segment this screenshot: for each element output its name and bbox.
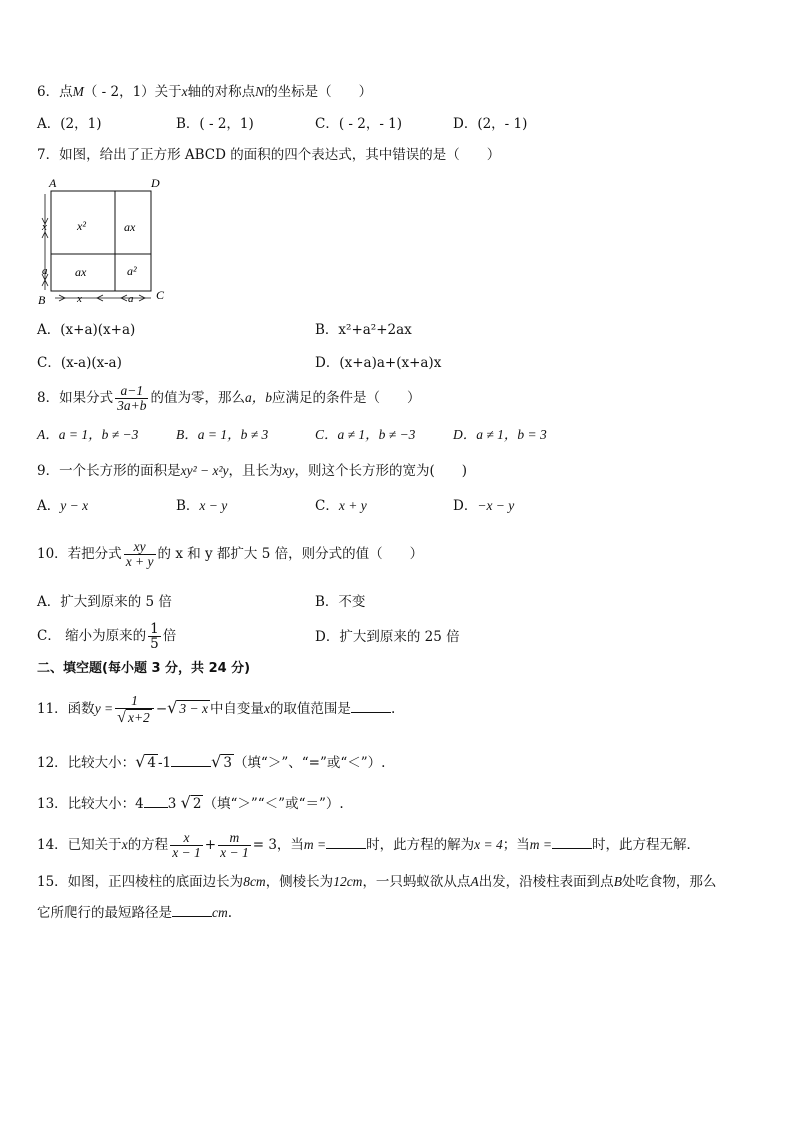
q6-option-b[interactable]: B．( - 2，1): [176, 116, 254, 132]
q11-answer-blank[interactable]: [351, 712, 391, 713]
fig-bottom-a: a: [128, 293, 134, 305]
q8-option-a[interactable]: A．a = 1，b ≠ −3: [37, 427, 139, 442]
q13-text-a: 13．比较大小：4: [37, 796, 144, 812]
q8-text-c: 应满足的条件是（ ）: [271, 390, 421, 406]
q14-text-d: 时，此方程的解为: [366, 837, 475, 853]
q14-f1-den: x − 1: [172, 845, 201, 860]
q9-option-d-label: D．: [453, 498, 478, 514]
q11-denominator: √ x+2: [117, 708, 150, 726]
fig-ax-bottom: ax: [75, 265, 87, 279]
q7-option-a[interactable]: A．(x+a)(x+a): [37, 322, 136, 338]
q12-answer-blank[interactable]: [171, 766, 211, 767]
question-15-line-2: [37, 903, 232, 923]
square-abcd-figure: [35, 174, 175, 306]
q13-text-b: （填“＞”“＜”或“＝”）.: [203, 796, 344, 812]
fig-label-a: A: [49, 176, 57, 190]
q14-f1-num: x: [170, 831, 203, 846]
section-2-heading: 二、填空题(每小题 3 分，共 24 分): [37, 661, 251, 676]
q10-numerator: xy: [124, 540, 156, 555]
q14-solution: x = 4: [474, 837, 503, 852]
q14-f2-den: x − 1: [220, 845, 249, 860]
fig-x-squared: x²: [77, 219, 86, 233]
question-14: [37, 828, 700, 862]
q10-option-b[interactable]: B．不变: [315, 594, 366, 610]
q14-m1: m =: [303, 837, 327, 852]
q9-option-c-value: x + y: [338, 498, 367, 513]
q14-text-a: 14．已知关于: [37, 837, 122, 853]
fig-a-squared: a²: [127, 264, 137, 278]
q6-point-n: N: [255, 84, 265, 99]
q9-length: xy: [282, 463, 295, 478]
q10-option-c-fraction: [148, 622, 161, 651]
q6-text: 6．点: [37, 84, 73, 100]
q10-fraction: [124, 540, 156, 569]
q6-option-a[interactable]: A．(2，1): [37, 116, 102, 132]
q15-answer-blank[interactable]: [172, 916, 212, 917]
q14-plus: +: [204, 837, 217, 853]
q15-end: .: [227, 905, 233, 921]
q15-text-d: 出发，沿棱柱表面到点: [478, 874, 614, 890]
question-9: [37, 461, 467, 481]
q8-text-a: 8．如果分式: [37, 390, 114, 406]
q12-text-a: 12．比较大小：: [37, 755, 136, 771]
q10-option-d[interactable]: D．扩大到原来的 25 倍: [315, 629, 460, 645]
q8-denominator: 3a+b: [117, 398, 147, 413]
q9-area: xy² − x²y: [180, 463, 229, 478]
q10-option-a[interactable]: A．扩大到原来的 5 倍: [37, 594, 172, 610]
question-8: [37, 382, 420, 414]
q14-text-c: ，当: [276, 837, 304, 853]
q11-text-a: 11．函数: [37, 701, 95, 717]
q9-option-a-value: y − x: [60, 498, 89, 513]
question-7: 7．如图，给出了正方形 ABCD 的面积的四个表达式，其中错误的是（ ）: [37, 147, 501, 163]
q6-option-d[interactable]: D．(2，- 1): [453, 116, 528, 132]
q9-option-b[interactable]: [176, 496, 227, 516]
q8-option-d[interactable]: D．a ≠ 1，b = 3: [453, 427, 547, 442]
q6-option-c[interactable]: C．( - 2，- 1): [315, 116, 403, 132]
q14-f2-num: m: [218, 831, 251, 846]
question-11: 11．函数y = $\frac{1}{√ x+2}$ −√ 3 − x 中自变量x的取值范围是 .: [37, 692, 396, 726]
fig-side-x: x: [42, 221, 47, 233]
q15-text-a: 15．如图，正四棱柱的底面边长为: [37, 874, 244, 890]
q7-option-d[interactable]: D．(x+a)a+(x+a)x: [315, 355, 442, 371]
q14-eq: = 3: [252, 837, 277, 853]
q9-option-c[interactable]: [315, 496, 367, 516]
q14-fraction-1: [170, 831, 203, 860]
q11-numerator: 1: [115, 694, 154, 709]
q6-x: x: [181, 84, 188, 99]
q15-side: 12cm: [333, 874, 363, 889]
q8-fraction: [115, 384, 148, 413]
q8-numerator: a−1: [115, 384, 148, 399]
fig-side-a: a: [42, 265, 48, 277]
q6-point-m: M: [72, 84, 84, 99]
q15-unit: cm: [212, 905, 228, 920]
q9-option-c-label: C．: [315, 498, 339, 514]
q14-fraction-2: [218, 831, 251, 860]
q13-coef: 3: [167, 796, 177, 812]
q8-text-b: 的值为零，那么: [150, 390, 245, 406]
fig-label-c: C: [156, 288, 165, 302]
fig-label-d: D: [151, 176, 160, 190]
q12-text-b: （填“＞”、“=”或“＜”）.: [233, 755, 386, 771]
q8-vars: a，b: [244, 390, 272, 405]
q15-text-c: ，一只蚂蚁欲从点: [362, 874, 471, 890]
q11-end: .: [390, 701, 396, 717]
fig-bottom-x: x: [77, 293, 82, 305]
q11-text-c: 的取值范围是: [269, 701, 351, 717]
q9-option-b-label: B．: [176, 498, 200, 514]
q13-answer-blank[interactable]: [144, 807, 168, 808]
q14-m2: m =: [529, 837, 552, 852]
q9-text-c: ，则这个长方形的宽为( ): [294, 463, 468, 479]
q14-text-f: 时，此方程无解．: [592, 837, 700, 853]
q12-radicand-2: 3: [223, 755, 232, 771]
q12-minus: -1: [157, 755, 172, 771]
q15-point-b: B: [613, 874, 622, 889]
question-6: [37, 82, 372, 102]
q10-text-a: 10．若把分式: [37, 546, 122, 562]
q9-option-a[interactable]: [37, 496, 88, 516]
q14-answer-blank-1[interactable]: [326, 848, 366, 849]
q14-text-b: 的方程: [127, 837, 169, 853]
q11-y: y =: [94, 701, 114, 716]
question-15-line-1: [37, 872, 716, 892]
question-13: 13．比较大小：4 3 √ 2 （填“＞”“＜”或“＝”）.: [37, 793, 344, 812]
question-12: 12．比较大小：√ 4 -1 √ 3 （填“＞”、“=”或“＜”）.: [37, 752, 386, 771]
fig-label-b: B: [38, 293, 46, 306]
q11-minus: −: [155, 701, 168, 717]
q7-option-b[interactable]: B．x²+a²+2ax: [315, 322, 412, 338]
q14-text-e: ；当: [502, 837, 530, 853]
q15-text-e: 处吃食物，那么: [621, 874, 717, 890]
q8-option-c[interactable]: C．a ≠ 1，b ≠ −3: [315, 427, 416, 442]
q13-radicand: 2: [192, 796, 202, 812]
fig-ax-top: ax: [124, 220, 136, 234]
q10-denominator: x + y: [125, 554, 154, 569]
q10-option-c-den: 5: [150, 636, 159, 652]
q7-option-c[interactable]: C．(x-a)(x-a): [37, 355, 122, 371]
q11-fraction: [115, 694, 154, 726]
q10-option-c-post: 倍: [162, 628, 177, 644]
q10-option-c-pre: C． 缩小为原来的: [37, 628, 147, 644]
q15-base: 8cm: [243, 874, 266, 889]
q9-text-a: 9．一个长方形的面积是: [37, 463, 181, 479]
q10-text-b: 的 x 和 y 都扩大 5 倍，则分式的值（ ）: [157, 546, 424, 562]
q11-x: x: [263, 701, 270, 716]
q12-radicand-1: 4: [147, 755, 156, 771]
q8-option-b[interactable]: B．a = 1，b ≠ 3: [176, 427, 269, 442]
q11-text-b: 中自变量: [209, 701, 264, 717]
q6-text-b: 关于: [154, 84, 182, 100]
q14-answer-blank-2[interactable]: [552, 848, 592, 849]
question-10: [37, 537, 423, 571]
q9-text-b: ，且长为: [228, 463, 283, 479]
q11-den-radicand: x+2: [127, 709, 150, 725]
q14-x: x: [121, 837, 128, 852]
q9-option-b-value: x − y: [199, 498, 228, 513]
q15-text-f: 它所爬行的最短路径是: [37, 905, 172, 921]
q15-text-b: ，侧棱长为: [265, 874, 334, 890]
q9-option-a-label: A．: [37, 498, 61, 514]
q6-text-d: 的坐标是（ ）: [264, 84, 373, 100]
q9-option-d[interactable]: [453, 496, 514, 516]
q6-text-c: 轴的对称点: [187, 84, 256, 100]
q10-option-c[interactable]: [37, 619, 176, 653]
q15-point-a: A: [470, 874, 479, 889]
q11-radicand: 3 − x: [179, 701, 208, 716]
q9-option-d-value: −x − y: [477, 498, 515, 513]
q10-option-c-num: 1: [150, 621, 159, 637]
q6-coords: （ - 2，1）: [83, 84, 155, 100]
